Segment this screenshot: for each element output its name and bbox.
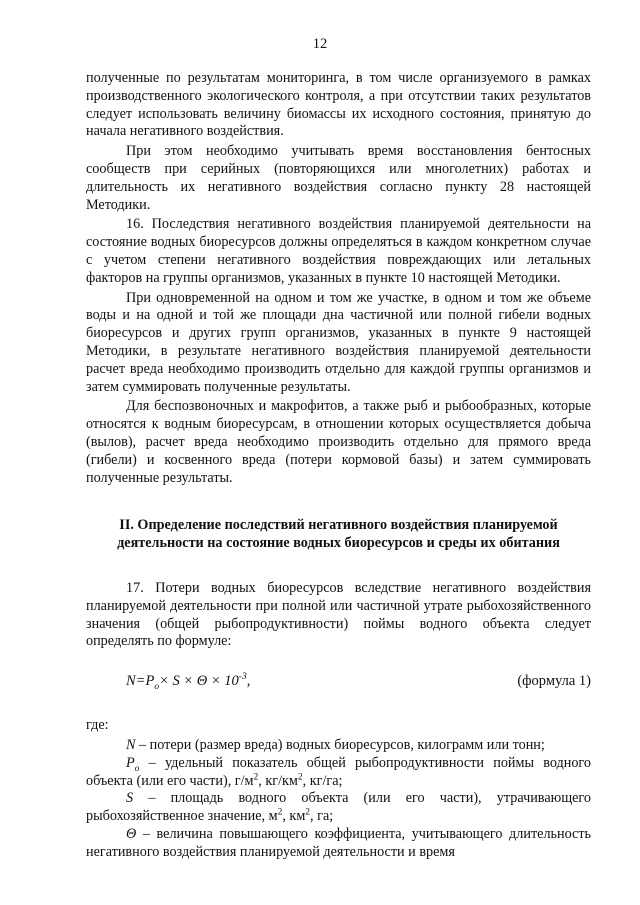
formula-expression: $N=P_o\times S \times \Theta \times 10^{-3}$, bbox=[126, 672, 251, 692]
paragraph-simultaneous-loss: При одновременной на одном и том же участке, в одном и том же объеме воды и на одной и той же площади дна частичной или полной гибели водных биоресурсов и других групп организмов, указанных в пункте 9 настоящей Методики, в результате негативного воздействия планируемой деятельности расчет вреда необходимо производить отдельно для каждой группы организмов и затем суммировать полученные результаты. bbox=[86, 289, 591, 395]
definition-theta: Θ – величина повышающего коэффициента, учитывающего длительность негативного воздействия планируемой деятельности и время bbox=[86, 825, 591, 860]
definition-n: N – потери (размер вреда) водных биоресурсов, килограмм или тонн; bbox=[126, 736, 545, 753]
page-number: 12 bbox=[312, 36, 328, 52]
paragraph-item-17: 17. Потери водных биоресурсов вследствие негативного воздействия планируемой деятельности при полной или частичной утрате рыбохозяйственного значения (общей рыбопродуктивности) поймы водного объекта следует определять по формуле: bbox=[86, 579, 591, 650]
paragraph-recovery-time: При этом необходимо учитывать время восстановления бентосных сообществ при серийных (повторяющихся или многолетних) работах и длительность их негативного воздействия согласно пункту 28 настоящей Методики. bbox=[86, 143, 591, 213]
where-label: где: bbox=[86, 717, 109, 734]
paragraph-invertebrates: Для беспозвоночных и макрофитов, а также рыб и рыбообразных, которые относятся к водным биоресурсам, в отношении которых осуществляется добыча (вылов), расчет вреда необходимо производить отдельно для прямого вреда (гибели) и косвенного вреда (потери кормовой базы) и затем суммировать полученные результаты. bbox=[86, 398, 591, 486]
paragraph-continuation: полученные по результатам мониторинга, в том числе организуемого в рамках производственного экологического контроля, а при отсутствии таких результатов следует использовать величину биомассы их исходного состояния, принятую до начала негативного воздействия. bbox=[86, 70, 591, 140]
definition-po: $P_o$ – удельный показатель общей рыбопродуктивности поймы водного объекта (или его части), $г/м^2$, $кг/км^2$, кг/га; bbox=[86, 754, 591, 789]
definition-s: S – площадь водного объекта (или его части), утрачивающего рыбохозяйственное значение, $м^2$, $км^2$, га; bbox=[86, 790, 591, 825]
formula-row bbox=[86, 673, 591, 693]
document-body bbox=[86, 70, 591, 861]
paragraph-item-16: 16. Последствия негативного воздействия планируемой деятельности на состояние водных биоресурсов должны определяться в каждом конкретном случае с учетом степени негативного воздействия повреждающих или летальных факторов на группы организмов, указанных в пункте 10 настоящей Методики. bbox=[86, 216, 591, 286]
formula-label: (формула 1) bbox=[517, 673, 591, 690]
section-heading: II. Определение последствий негативного воздействия планируемой деятельности на состояние водных биоресурсов и среды их обитания bbox=[117, 517, 560, 552]
